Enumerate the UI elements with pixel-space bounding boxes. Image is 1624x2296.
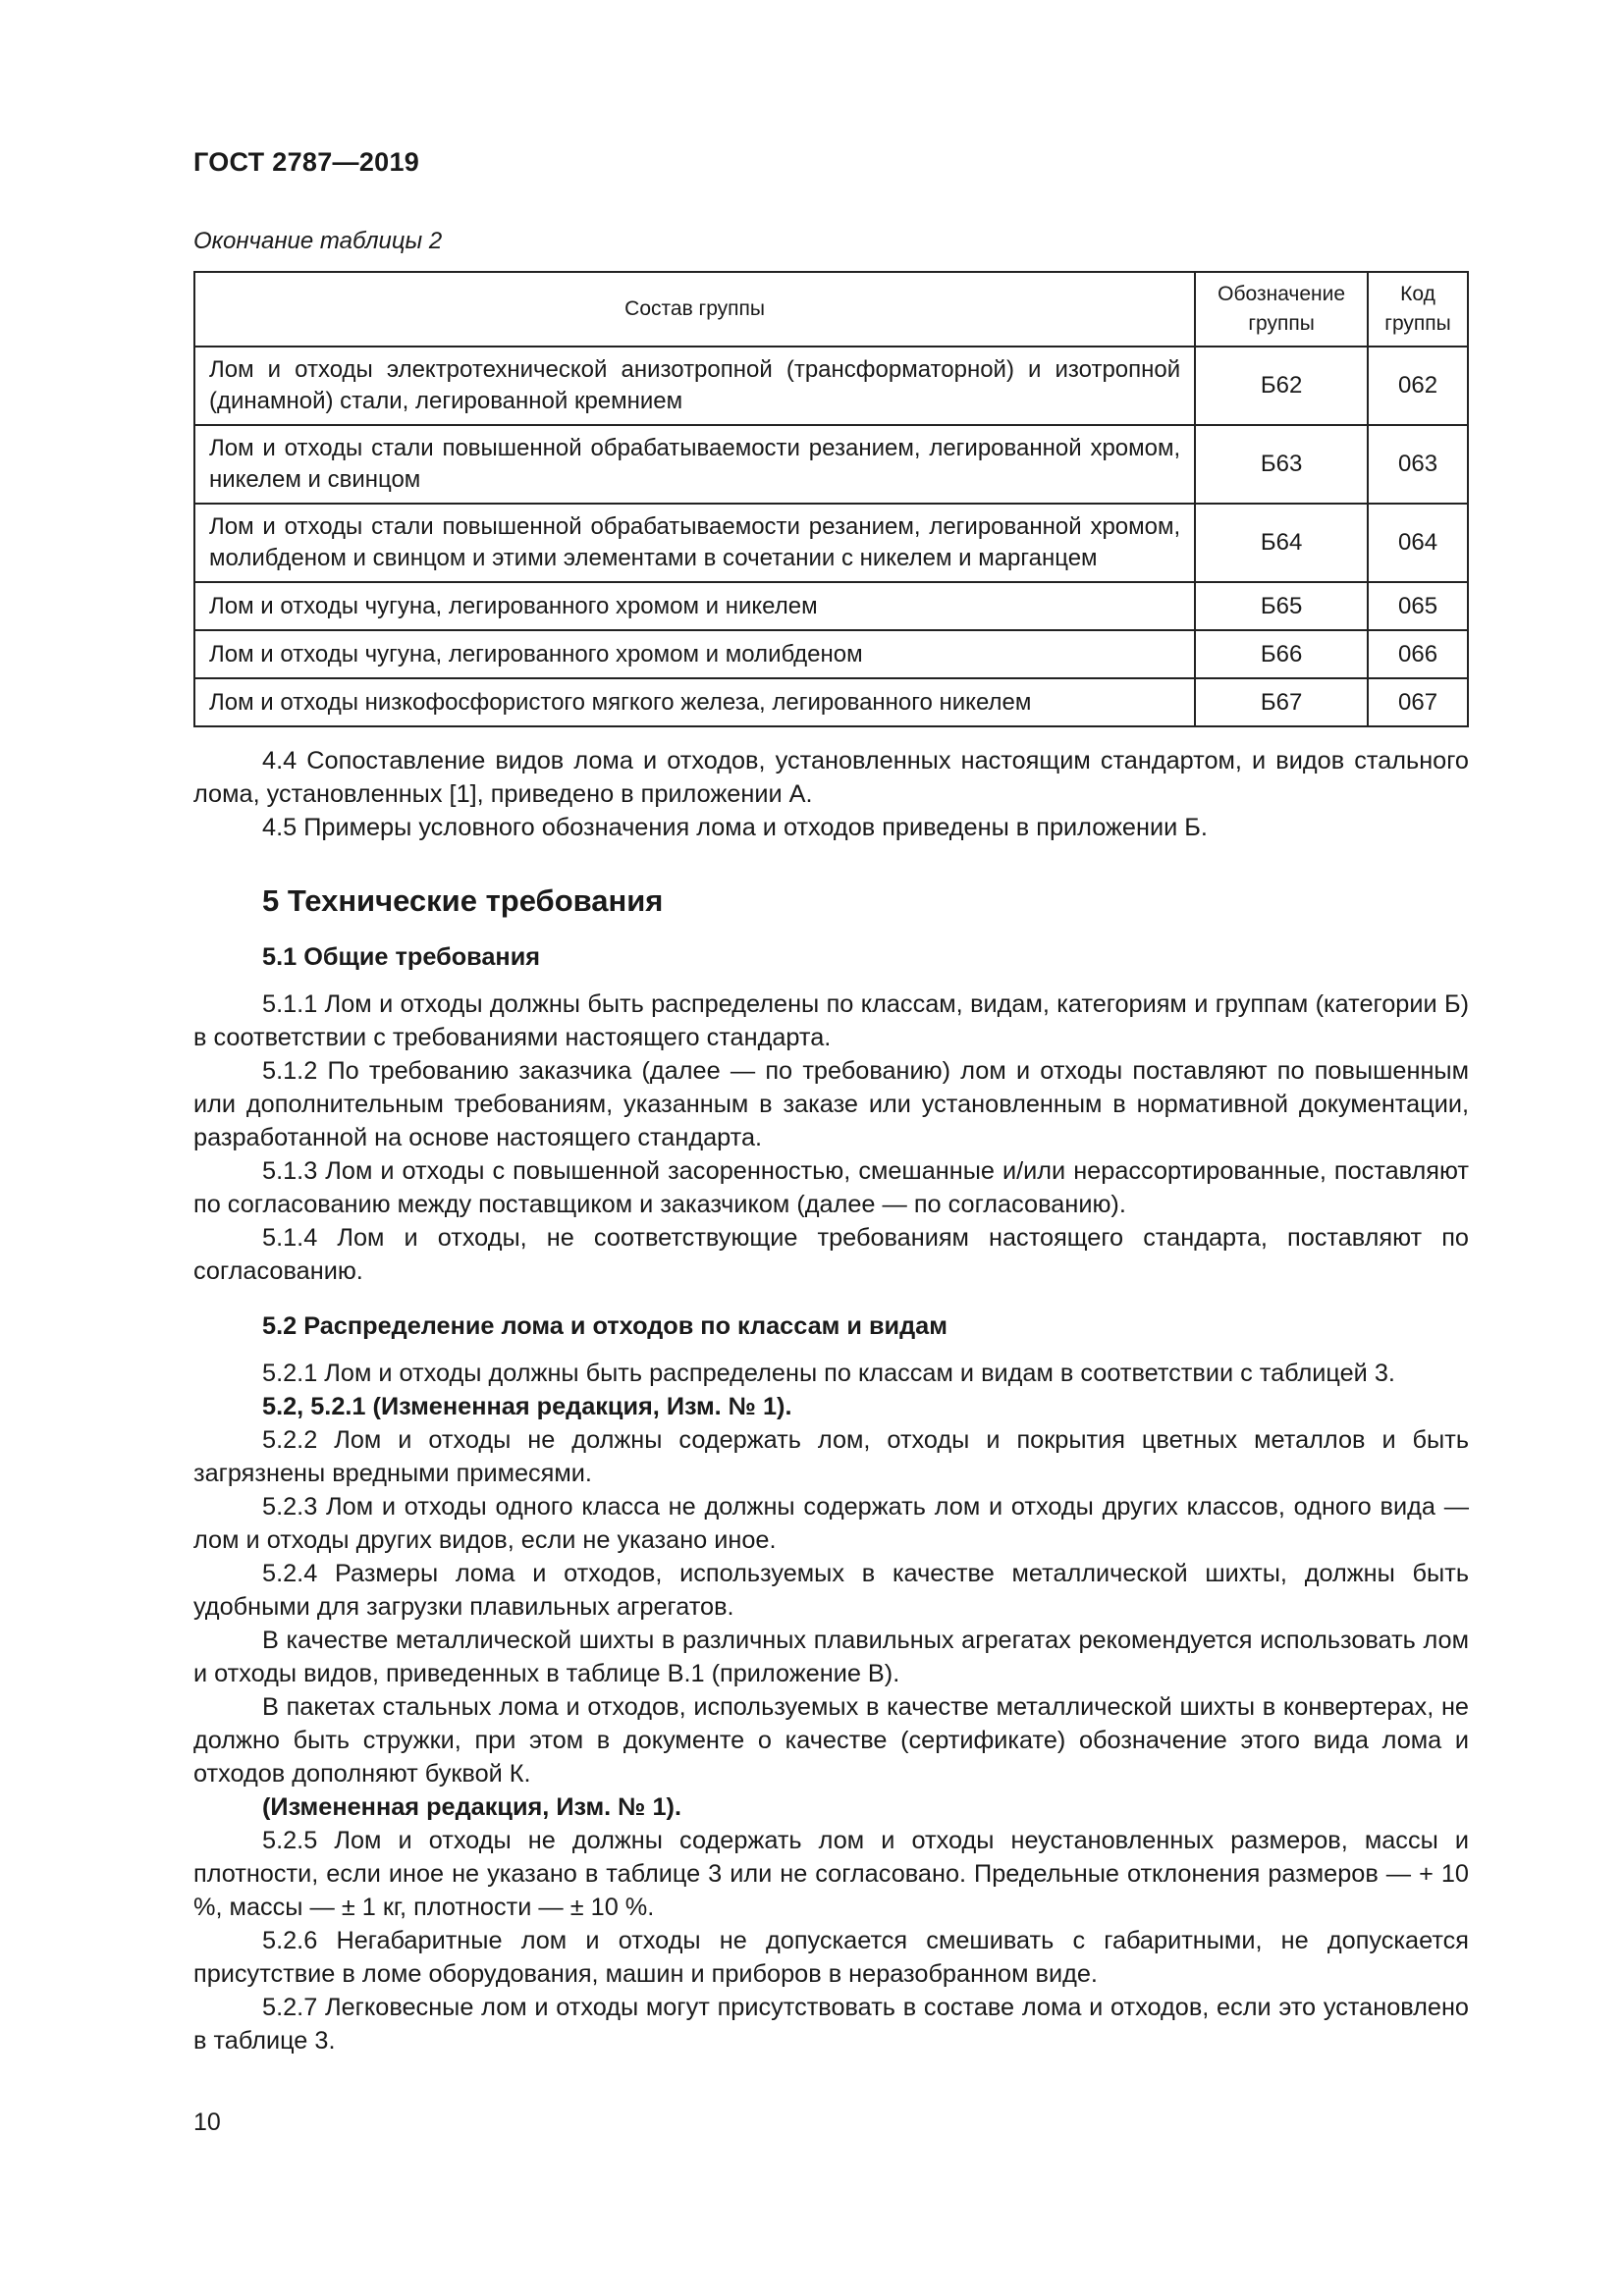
row-group-code: 065 [1368,582,1468,630]
table-row [194,582,1468,630]
table-header-row [194,272,1468,347]
document-body [193,744,1469,2057]
table-row [194,678,1468,726]
row-group-designation: Б65 [1195,582,1368,630]
paragraph-5-2-1: 5.2.1 Лом и отходы должны быть распределены по классам и видам в соответствии с таблицей 3. [262,1360,1395,1387]
row-group-designation: Б64 [1195,504,1368,582]
paragraph-5-2-4-b: В качестве металлической шихты в различных плавильных агрегатах рекомендуется использовать лом и отходы видов, приведенных в таблице В.1 (приложение В). [193,1627,1469,1687]
paragraph-5-2-2: 5.2.2 Лом и отходы не должны содержать лом, отходы и покрытия цветных металлов и быть загрязнены вредными примесями. [193,1426,1469,1487]
row-group-designation: Б67 [1195,678,1368,726]
table-row [194,425,1468,504]
header-group-composition: Состав группы [194,272,1195,347]
row-group-code: 067 [1368,678,1468,726]
row-group-code: 066 [1368,630,1468,678]
row-group-designation: Б63 [1195,425,1368,504]
document-header: ГОСТ 2787—2019 [193,147,420,177]
row-group-name: Лом и отходы стали повышенной обрабатываемости резанием, легированной хромом, никелем и свинцом [194,425,1195,504]
paragraph-5-1-2: 5.1.2 По требованию заказчика (далее — по требованию) лом и отходы поставляют по повышенным или дополнительным требованиям, указанным в заказе или установленным в нормативной документации, разработанной на основе настоящего стандарта. [193,1057,1469,1151]
table-row [194,630,1468,678]
header-group-designation: Обозначение группы [1195,272,1368,347]
paragraph-4-5: 4.5 Примеры условного обозначения лома и отходов приведены в приложении Б. [262,814,1208,841]
table-row [194,504,1468,582]
row-group-name: Лом и отходы чугуна, легированного хромом и молибденом [194,630,1195,678]
paragraph-5-2-7: 5.2.7 Легковесные лом и отходы могут присутствовать в составе лома и отходов, если это установлено в таблице 3. [193,1994,1469,2055]
paragraph-5-2-4: 5.2.4 Размеры лома и отходов, используемых в качестве металлической шихты, должны быть удобными для загрузки плавильных агрегатов. [193,1560,1469,1621]
paragraph-5-1-3: 5.1.3 Лом и отходы с повышенной засоренностью, смешанные и/или нерассортированные, поставляют по согласованию между поставщиком и заказчиком (далее — по согласованию). [193,1157,1469,1218]
subsection-5-1-heading: 5.1 Общие требования [262,943,541,971]
section-5-heading: 5 Технические требования [262,883,664,918]
row-group-name: Лом и отходы электротехнической анизотропной (трансформаторной) и изотропной (динамной) стали, легированной кремнием [194,347,1195,425]
page-number: 10 [193,2109,221,2136]
header-group-code: Код группы [1368,272,1468,347]
amendment-note-5-2: 5.2, 5.2.1 (Измененная редакция, Изм. № 1). [262,1393,792,1420]
row-group-code: 063 [1368,425,1468,504]
paragraph-5-1-1: 5.1.1 Лом и отходы должны быть распределены по классам, видам, категориям и группам (категории Б) в соответствии с требованиями настоящего стандарта. [193,990,1469,1051]
groups-table [193,271,1469,727]
row-group-name: Лом и отходы стали повышенной обрабатываемости резанием, легированной хромом, молибденом и свинцом и этими элементами в сочетании с никелем и марганцем [194,504,1195,582]
amendment-note-5-2-4: (Измененная редакция, Изм. № 1). [262,1793,681,1821]
subsection-5-2-heading: 5.2 Распределение лома и отходов по классам и видам [262,1312,947,1340]
paragraph-4-4: 4.4 Сопоставление видов лома и отходов, установленных настоящим стандартом, и видов стального лома, установленных [1], приведено в приложении А. [193,747,1469,808]
row-group-name: Лом и отходы чугуна, легированного хромом и никелем [194,582,1195,630]
row-group-code: 062 [1368,347,1468,425]
paragraph-5-2-5: 5.2.5 Лом и отходы не должны содержать лом и отходы неустановленных размеров, массы и плотности, если иное не указано в таблице 3 или не согласовано. Предельные отклонения размеров — + 10 %, массы — ± 1 кг, плотности — ± 10 %. [193,1827,1469,1921]
row-group-code: 064 [1368,504,1468,582]
table-caption: Окончание таблицы 2 [193,228,443,254]
table-row [194,347,1468,425]
row-group-designation: Б62 [1195,347,1368,425]
paragraph-5-2-4-c: В пакетах стальных лома и отходов, используемых в качестве металлической шихты в конвертерах, не должно быть стружки, при этом в документе о качестве (сертификате) обозначение этого вида лома и отходов дополняют буквой К. [193,1693,1469,1788]
row-group-name: Лом и отходы низкофосфористого мягкого железа, легированного никелем [194,678,1195,726]
paragraph-5-2-3: 5.2.3 Лом и отходы одного класса не должны содержать лом и отходы других классов, одного вида — лом и отходы других видов, если не указано иное. [193,1493,1469,1554]
row-group-designation: Б66 [1195,630,1368,678]
paragraph-5-2-6: 5.2.6 Негабаритные лом и отходы не допускается смешивать с габаритными, не допускается присутствие в ломе оборудования, машин и приборов в неразобранном виде. [193,1927,1469,1988]
paragraph-5-1-4: 5.1.4 Лом и отходы, не соответствующие требованиям настоящего стандарта, поставляют по согласованию. [193,1224,1469,1285]
